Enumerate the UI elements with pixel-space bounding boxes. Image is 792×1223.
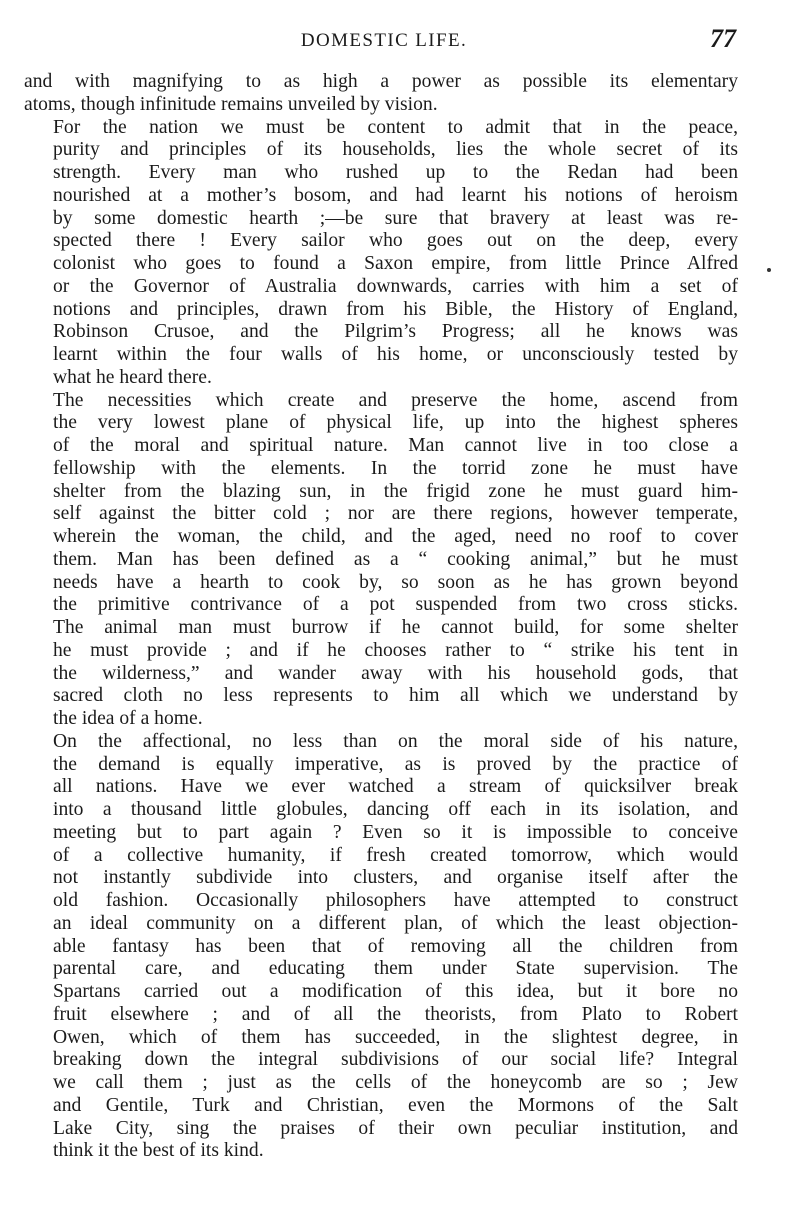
- body-text: [24, 71, 738, 1163]
- paragraph-3: [24, 390, 738, 731]
- text-line: nourished at a mother’s bosom, and had learnt his notions of heroism: [53, 184, 738, 206]
- text-line: atoms, though infinitude remains unveiled by vision.: [24, 93, 438, 115]
- text-line: of the moral and spiritual nature. Man cannot live in too close a: [53, 435, 738, 456]
- text-line: needs have a hearth to cook by, so soon as he has grown beyond: [53, 571, 738, 593]
- text-line: or the Governor of Australia downwards, carries with him a set of: [53, 275, 738, 297]
- text-line: wherein the woman, the child, and the aged, need no roof to cover: [53, 526, 738, 547]
- text-line: them. Man has been defined as a “ cooking animal,” but he must: [53, 548, 738, 570]
- text-line: all nations. Have we ever watched a stream of quicksilver break: [53, 776, 738, 798]
- text-line: the primitive contrivance of a pot suspended from two cross sticks.: [53, 594, 738, 616]
- paragraph-4: [24, 731, 738, 1163]
- text-line: into a thousand little globules, dancing off each in its isolation, and: [53, 799, 738, 820]
- running-head: [24, 22, 744, 62]
- text-line: and with magnifying to as high a power as possible its elementary: [24, 71, 738, 92]
- text-line: Robinson Crusoe, and the Pilgrim’s Progress; all he knows was: [53, 321, 738, 343]
- text-line: he must provide ; and if he chooses rather to “ strike his tent in: [53, 639, 738, 661]
- text-line: think it the best of its kind.: [53, 1140, 264, 1162]
- text-line: spected there ! Every sailor who goes out on the deep, every: [53, 230, 738, 252]
- text-line: the wilderness,” and wander away with his household gods, that: [53, 662, 738, 684]
- text-line: and Gentile, Turk and Christian, even the Mormons of the Salt: [53, 1094, 738, 1116]
- text-line: what he heard there.: [53, 366, 212, 388]
- text-line: an ideal community on a different plan, of which the least objection-: [53, 912, 738, 934]
- text-line: purity and principles of its households, lies the whole secret of its: [53, 139, 738, 161]
- text-line: by some domestic hearth ;—be sure that bravery at least was re-: [53, 207, 738, 229]
- text-line: able fantasy has been that of removing all the children from: [53, 935, 738, 957]
- text-line: parental care, and educating them under State supervision. The: [53, 958, 738, 980]
- text-line: meeting but to part again ? Even so it is impossible to conceive: [53, 821, 738, 843]
- text-line: The necessities which create and preserve the home, ascend from: [53, 389, 738, 411]
- text-line: the very lowest plane of physical life, up into the highest spheres: [53, 412, 738, 434]
- text-line: notions and principles, drawn from his Bible, the History of England,: [53, 298, 738, 320]
- paragraph-1: [24, 71, 738, 117]
- text-line: the demand is equally imperative, as is proved by the practice of: [53, 753, 738, 775]
- page-number: 77: [710, 24, 736, 53]
- text-line: the idea of a home.: [53, 708, 203, 729]
- text-line: not instantly subdivide into clusters, and organise itself after the: [53, 867, 738, 889]
- text-line: On the affectional, no less than on the moral side of his nature,: [53, 730, 738, 752]
- text-line: fellowship with the elements. In the torrid zone he must have: [53, 457, 738, 479]
- text-line: we call them ; just as the cells of the honeycomb are so ; Jew: [53, 1072, 738, 1093]
- text-line: colonist who goes to found a Saxon empire, from little Prince Alfred: [53, 253, 738, 274]
- running-title: DOMESTIC LIFE.: [300, 30, 468, 51]
- text-line: self against the bitter cold ; nor are there regions, however temperate,: [53, 503, 738, 525]
- text-line: strength. Every man who rushed up to the Redan had been: [53, 162, 738, 183]
- text-line: learnt within the four walls of his home, or unconsciously tested by: [53, 344, 738, 365]
- text-line: Spartans carried out a modification of this idea, but it bore no: [53, 981, 738, 1002]
- text-line: For the nation we must be content to admit that in the peace,: [53, 116, 738, 138]
- text-line: old fashion. Occasionally philosophers have attempted to construct: [53, 890, 738, 911]
- text-line: Lake City, sing the praises of their own peculiar institution, and: [53, 1117, 738, 1139]
- text-line: of a collective humanity, if fresh created tomorrow, which would: [53, 844, 738, 866]
- ink-speck: [767, 268, 771, 272]
- text-line: breaking down the integral subdivisions of our social life? Integral: [53, 1049, 738, 1071]
- paragraph-2: [24, 117, 738, 390]
- text-line: sacred cloth no less represents to him all which we understand by: [53, 685, 738, 707]
- text-line: Owen, which of them has succeeded, in the slightest degree, in: [53, 1026, 738, 1048]
- text-line: The animal man must burrow if he cannot build, for some shelter: [53, 617, 738, 638]
- text-line: shelter from the blazing sun, in the frigid zone he must guard him-: [53, 480, 738, 502]
- text-line: fruit elsewhere ; and of all the theorists, from Plato to Robert: [53, 1003, 738, 1025]
